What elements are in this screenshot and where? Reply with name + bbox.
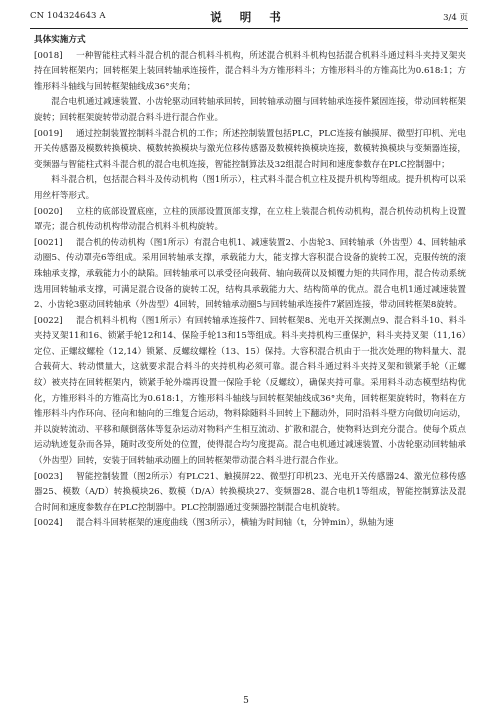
- paragraph-0021: [34, 236, 466, 314]
- paragraph-text: 通过控制装置控制料斗混合机的工作；所述控制装置包括PLC，PLC连接有触摸屏、微型打印机、光电开关传感器及模数转换模块、模数转换模块与激光位移传感器及数模转换模块连接，数模转换模块与变频器连接，变频器与智能柱式料斗混合机的混合电机连接，智能控制算法及32组混合时间和速度参数存在PLC控制器中；: [34, 128, 466, 170]
- paragraph-number: [0019]: [34, 128, 63, 139]
- header-rule: [30, 28, 468, 29]
- page-number: 5: [243, 696, 249, 706]
- paragraph-number: [0018]: [34, 50, 63, 61]
- page-header: [30, 9, 468, 25]
- page-indicator: 3/4 页: [443, 13, 468, 23]
- paragraph-0019: [34, 127, 466, 174]
- paragraph-0022: [34, 314, 466, 470]
- paragraph-text: 立柱的底部设置底座，立柱的顶部设置顶部支撑，在立柱上装混合机传动机构，混合机传动机构上设置罩壳；混合机传动机构带动混合机料斗机构旋转。: [34, 206, 466, 233]
- paragraph-0023: [34, 470, 466, 517]
- paragraph-text: 智能控制装置（图2所示）有PLC21、触摸屏22、微型打印机23、光电开关传感器24、激光位移传感器25、模数（A/D）转换模块26、数模（D/A）转换模块27、变频器28、混合电机1等组成，智能控制算法及混合时间和速度参数存在PLC控制器中。PLC控制器通过变频器控制混合电机旋转。: [34, 471, 466, 513]
- paragraph-continuation: [34, 173, 466, 204]
- paragraph-0020: [34, 205, 466, 236]
- paragraph-number: [0020]: [34, 206, 63, 217]
- paragraph-0018: [34, 49, 466, 96]
- section-title: 说 明 书: [210, 10, 288, 24]
- paragraph-number: [0021]: [34, 237, 63, 248]
- paragraph-text: 混合机料斗机构（图1所示）有回转轴承连接件7、回转框架8、光电开关探测点9、混合料斗10、料斗夹持叉架11和16、锁紧手轮12和14、保险手轮13和15等组成。料斗夹持机构三重保护，料斗夹持叉架（11,16）定位、正螺纹螺栓（12,14）锁紧、反螺纹螺栓（13、15）保持。大容积混合机由于一批次处理的物料量大、混合载荷大、转动惯量大，这就要求混合料斗的夹持机构必须可靠。混合料斗通过料斗夹持叉架和锁紧手轮（正螺纹）被夹持在回转框架内，锁紧手轮外端再设置一保险手轮（反螺纹），确保夹持可靠。采用料斗动态模型结构优化，方锥形料斗的方锥高比为0.618:1，方锥形料斗轴线与回转框架轴线成36°夹角，回转框架旋转时，物料在方锥形料斗内作环向、径向和轴向的三维复合运动，物料除随料斗回转上下翻动外，同时沿料斗壁方向做切向运动，并以旋转流动、平移和颠倒落体等复杂运动对物料产生相互流动、扩散和混合，使物料达到充分混合。使每个质点运动轨迹复杂而各异，随时改变所处的位置，使得混合均匀度提高。混合电机通过减速装置、小齿轮驱动回转轴承（外齿型）回转，安装于回转轴承动圈上的回转框架带动混合料斗进行混合作业。: [34, 315, 466, 467]
- patent-number: CN 104324643 A: [30, 11, 106, 21]
- paragraph-text: 一种智能柱式料斗混合机的混合机料斗机构，所述混合机料斗机构包括混合机料斗通过料斗夹持叉架夹持在回转框架内；回转框架上装回转轴承连接件，混合料斗为方锥形料斗；方锥形料斗的方锥高比为0.618:1；方锥形料斗轴线与回转框架轴线成36°夹角；: [34, 50, 466, 92]
- document-body: [34, 33, 466, 532]
- paragraph-continuation: [34, 95, 466, 126]
- paragraph-text: 混合机的传动机构（图1所示）有混合电机1、减速装置2、小齿轮3、回转轴承（外齿型）4、回转轴承动圈5、传动罩壳6等组成。采用回转轴承支撑，承载能力大，能支撑大容积混合设备的旋转工况，克服传统的滚珠轴承支撑，承载能力小的缺陷。回转轴承可以承受径向载荷、轴向载荷以及倾覆力矩的共同作用，混合传动系统选用回转轴承支撑，可满足混合设备的旋转工况，结构具承载能力大、结构简单的优点。混合电机1通过减速装置2、小齿轮3驱动回转轴承（外齿型）4回转，回转轴承动圈5与回转轴承连接件7紧固连接，带动回转框架8旋转。: [34, 237, 466, 311]
- paragraph-number: [0024]: [34, 518, 63, 529]
- paragraph-number: [0023]: [34, 471, 63, 482]
- paragraph-text: 混合料斗回转框架的速度曲线（图3所示），横轴为时间轴（t，分钟min），纵轴为速: [76, 518, 394, 529]
- paragraph-number: [0022]: [34, 315, 63, 326]
- paragraph-text: 混合电机通过减速装置、小齿轮驱动回转轴承回转，回转轴承动圈与回转轴承连接件紧固连接，带动回转框架旋转；回转框架旋转带动混合料斗进行混合作业。: [34, 97, 466, 123]
- section-heading: 具体实施方式: [34, 35, 86, 45]
- paragraph-0024: [34, 516, 466, 532]
- paragraph-text: 料斗混合机，包括混合料斗及传动机构（图1所示），柱式料斗混合机立柱及提升机构等组成。提升机构可以采用丝杆等形式。: [34, 175, 466, 201]
